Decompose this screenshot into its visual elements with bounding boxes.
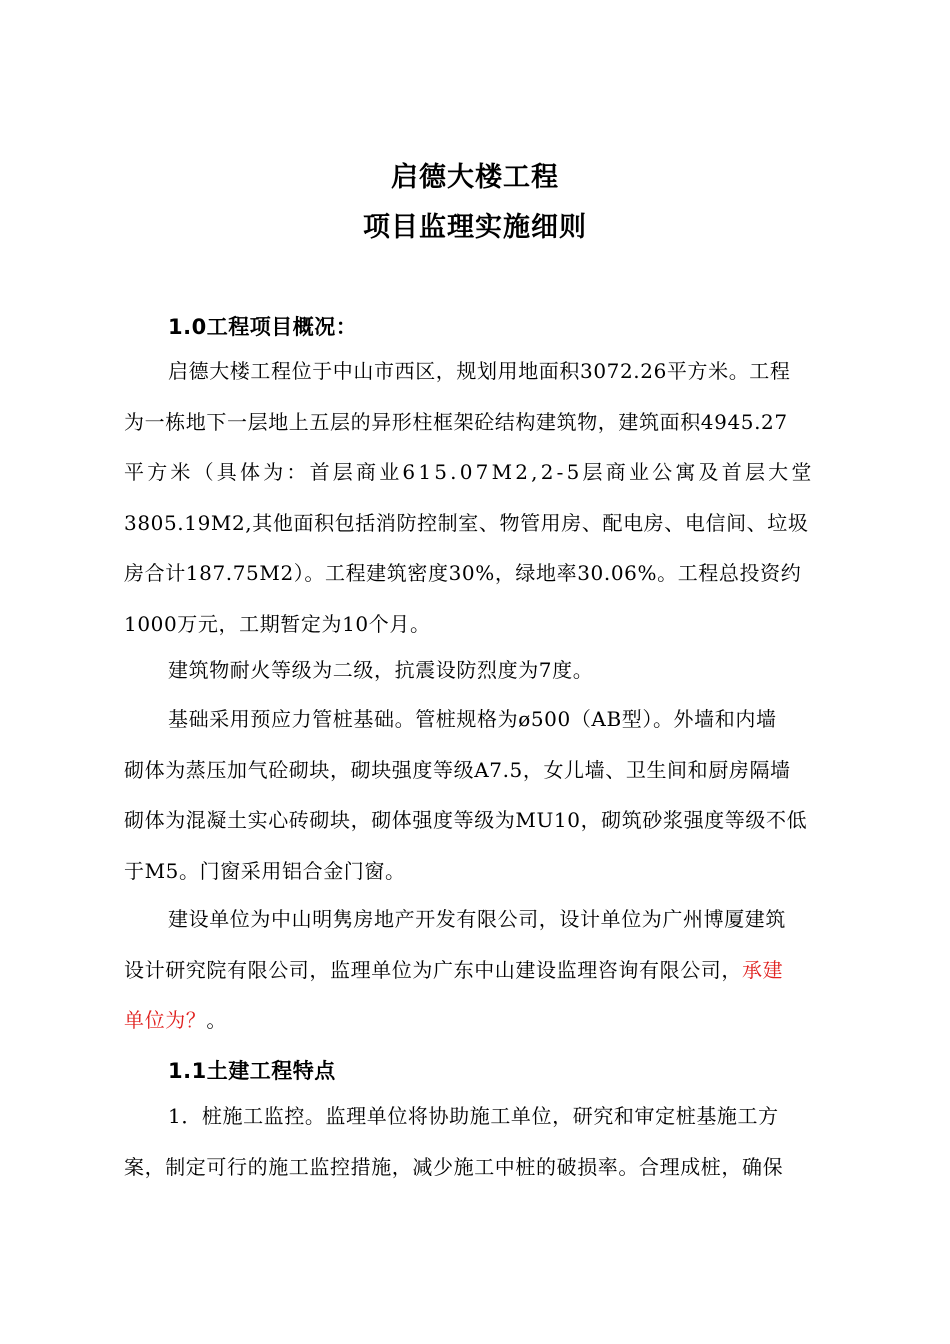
paragraph-foundation (124, 694, 846, 896)
highlighted-text: 承建 (742, 957, 784, 982)
paragraph-line: 3805.19M2,其他面积包括消防控制室、物管用房、配电房、电信间、垃圾 (124, 510, 809, 535)
paragraph-fire-rating (124, 645, 846, 696)
paragraph-line: 砌体为蒸压加气砼砌块，砌块强度等级A7.5，女儿墙、卫生间和厨房隔墙 (124, 757, 791, 782)
paragraph-line: 于M5。门窗采用铝合金门窗。 (124, 858, 406, 883)
section-heading-1-0: 1.0工程项目概况： (168, 315, 358, 339)
paragraph-line: 建筑物耐火等级为二级，抗震设防烈度为7度。 (168, 658, 594, 682)
paragraph-line: 1．桩施工监控。监理单位将协助施工单位，研究和审定桩基施工方 (168, 1104, 779, 1128)
paragraph-line: 为一栋地下一层地上五层的异形柱框架砼结构建筑物，建筑面积4945.27 (124, 409, 788, 434)
paragraph-line: 建设单位为中山明隽房地产开发有限公司，设计单位为广州博厦建筑 (168, 907, 786, 931)
paragraph-text: 设计研究院有限公司，监理单位为广东中山建设监理咨询有限公司， (124, 957, 742, 982)
paragraph-pile-monitoring (124, 1091, 846, 1192)
paragraph-line (124, 995, 846, 1046)
paragraph-line: 房合计187.75M2）。工程建筑密度30%，绿地率30.06%。工程总投资约 (124, 561, 802, 585)
document-title: 启德大楼工程 (391, 162, 559, 193)
paragraph-line: 启德大楼工程位于中山市西区，规划用地面积3072.26平方米。工程 (168, 359, 791, 383)
paragraph-overview (124, 346, 846, 649)
paragraph-parties (124, 894, 846, 1046)
document-subtitle: 项目监理实施细则 (363, 212, 587, 243)
paragraph-line: 平方米（具体为：首层商业615.07M2,2-5层商业公寓及首层大堂 (124, 460, 815, 484)
paragraph-line: 基础采用预应力管桩基础。管桩规格为ø500（AB型）。外墙和内墙 (168, 707, 777, 731)
highlighted-text: 单位为？ (124, 1008, 207, 1032)
section-heading-1-1: 1.1土建工程特点 (168, 1059, 336, 1083)
paragraph-line (124, 945, 846, 996)
paragraph-text: 。 (206, 1008, 228, 1032)
paragraph-line: 砌体为混凝土实心砖砌块，砌体强度等级为MU10，砌筑砂浆强度等级不低 (124, 808, 808, 832)
paragraph-line: 1000万元，工期暂定为10个月。 (124, 611, 431, 636)
paragraph-line: 案，制定可行的施工监控措施，减少施工中桩的破损率。合理成桩，确保 (124, 1154, 784, 1179)
